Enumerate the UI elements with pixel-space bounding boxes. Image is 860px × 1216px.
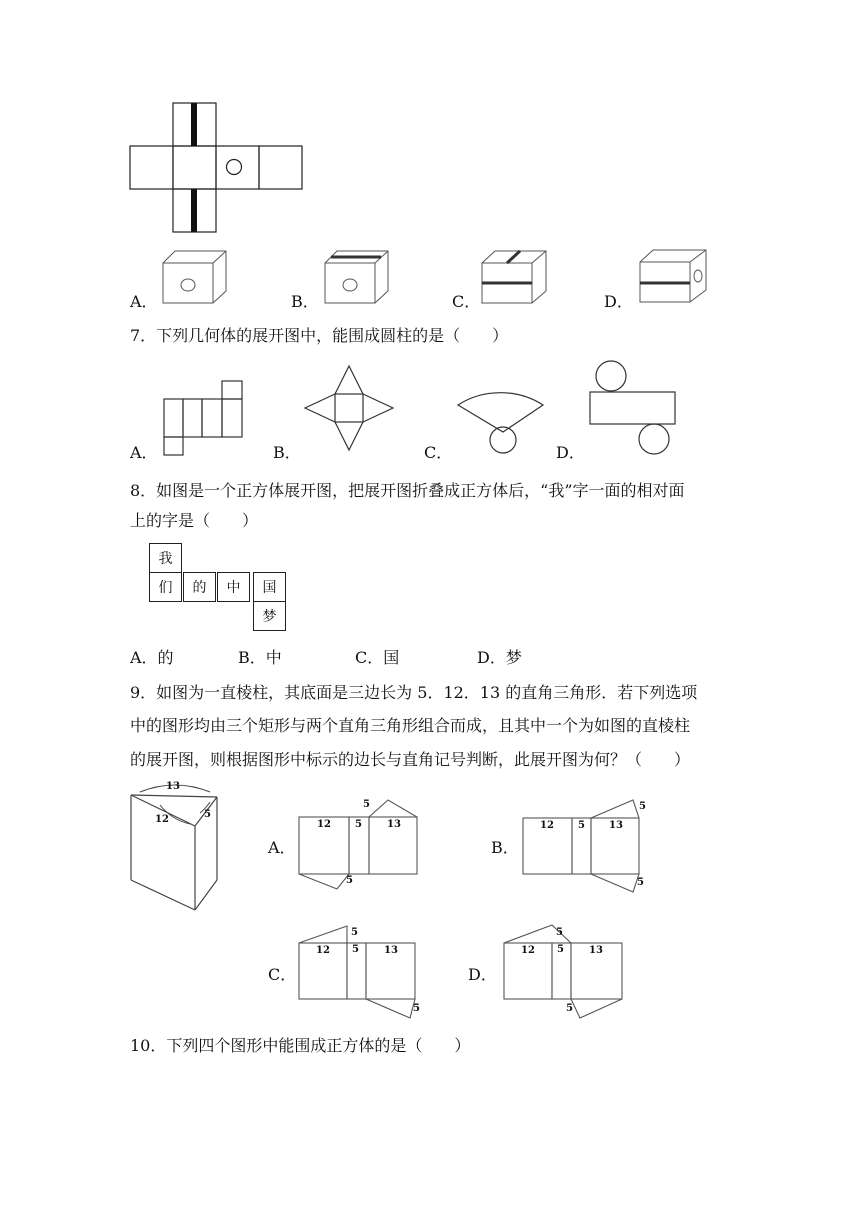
q6-option-c[interactable]: C． bbox=[452, 292, 481, 311]
q6-option-a[interactable]: A． bbox=[130, 292, 158, 311]
net-cell-de: 的 bbox=[183, 572, 216, 602]
q7-stem: 7．下列几何体的展开图中，能围成圆柱的是（ ） bbox=[130, 326, 509, 345]
netD-label-12: 12 bbox=[521, 945, 535, 956]
q7-option-b[interactable]: B． bbox=[273, 443, 301, 462]
q6-option-b[interactable]: B． bbox=[291, 292, 319, 311]
q8-option-c[interactable]: C．国 bbox=[355, 648, 400, 667]
q8-stem-line2: 上的字是（ ） bbox=[130, 511, 259, 530]
netA-label-5-top: 5 bbox=[363, 799, 370, 810]
net-cell-zhong: 中 bbox=[217, 572, 250, 602]
netB-label-5-top: 5 bbox=[639, 801, 646, 812]
prism-edge-13: 13 bbox=[166, 781, 180, 792]
netC-label-5: 5 bbox=[352, 944, 359, 955]
netB-label-13: 13 bbox=[609, 820, 623, 831]
q8-stem-line1: 8．如图是一个正方体展开图，把展开图折叠成正方体后，“我”字一面的相对面 bbox=[130, 481, 685, 500]
net-cell-meng: 梦 bbox=[253, 601, 286, 631]
q9-stem-line3: 的展开图，则根据图形中标示的边长与直角记号判断，此展开图为何？（ ） bbox=[130, 750, 691, 769]
netC-label-13: 13 bbox=[384, 945, 398, 956]
q6-option-d[interactable]: D． bbox=[604, 292, 633, 311]
netB-label-5: 5 bbox=[578, 820, 585, 831]
q9-option-c[interactable]: C． bbox=[268, 965, 297, 984]
q9-stem-line1: 9．如图为一直棱柱，其底面是三边长为 5．12．13 的直角三角形．若下列选项 bbox=[130, 683, 698, 702]
netA-label-5: 5 bbox=[355, 819, 362, 830]
prism-edge-12: 12 bbox=[155, 814, 169, 825]
q10-stem: 10．下列四个图形中能围成正方体的是（ ） bbox=[130, 1036, 471, 1055]
netA-label-13: 13 bbox=[387, 819, 401, 830]
q9-option-a[interactable]: A． bbox=[268, 838, 296, 857]
q9-stem-line2: 中的图形均由三个矩形与两个直角三角形组合而成，且其中一个为如图的直棱柱 bbox=[130, 716, 691, 735]
q7-option-d[interactable]: D． bbox=[556, 443, 585, 462]
q9-option-b[interactable]: B． bbox=[491, 838, 519, 857]
q8-option-d[interactable]: D．梦 bbox=[477, 648, 522, 667]
netC-label-5-top: 5 bbox=[351, 927, 358, 938]
net-cell-guo: 国 bbox=[253, 572, 286, 602]
netA-label-5-bottom: 5 bbox=[346, 875, 353, 886]
netD-label-5-bottom: 5 bbox=[566, 1003, 573, 1014]
netA-label-12: 12 bbox=[317, 819, 331, 830]
q9-option-d[interactable]: D． bbox=[468, 965, 497, 984]
net-cell-men: 们 bbox=[149, 572, 182, 602]
netD-label-13: 13 bbox=[589, 945, 603, 956]
q7-option-c[interactable]: C． bbox=[424, 443, 453, 462]
netD-label-5: 5 bbox=[557, 944, 564, 955]
netB-label-5-bottom: 5 bbox=[637, 877, 644, 888]
net-cell-wo: 我 bbox=[149, 543, 182, 573]
q7-option-a[interactable]: A． bbox=[130, 443, 158, 462]
q8-option-a[interactable]: A．的 bbox=[130, 648, 174, 667]
netD-label-5-top: 5 bbox=[556, 927, 563, 938]
netC-label-5-bottom: 5 bbox=[413, 1003, 420, 1014]
prism-edge-5: 5 bbox=[204, 809, 211, 820]
netC-label-12: 12 bbox=[316, 945, 330, 956]
netB-label-12: 12 bbox=[540, 820, 554, 831]
q8-option-b[interactable]: B．中 bbox=[238, 648, 282, 667]
